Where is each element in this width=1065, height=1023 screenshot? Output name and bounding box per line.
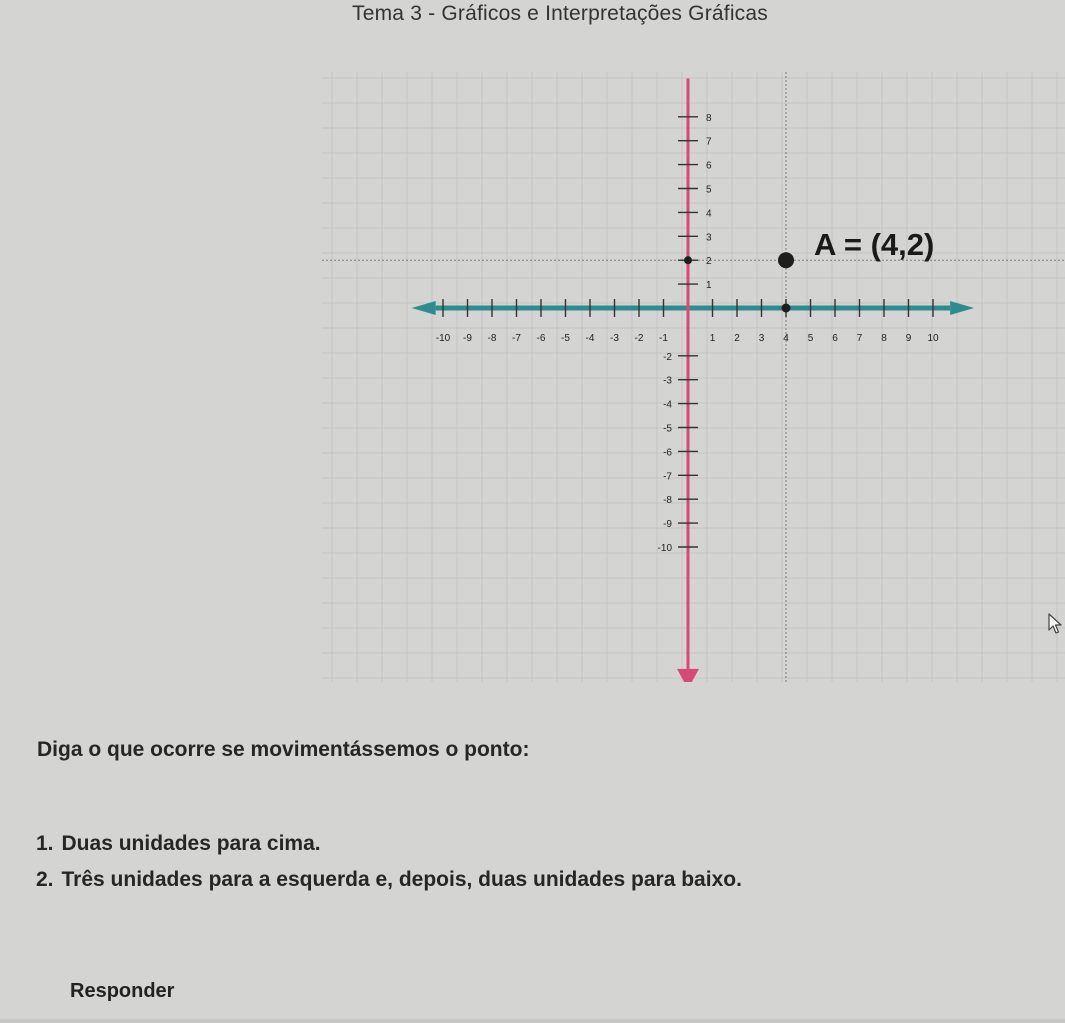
- step-text: Duas unidades para cima.: [61, 832, 321, 855]
- mouse-pointer-icon: [1048, 613, 1064, 640]
- x-tick-label: -5: [561, 333, 570, 344]
- step-number: 2.: [36, 868, 54, 891]
- x-tick-label: 8: [881, 333, 887, 344]
- y-tick-label: -6: [663, 447, 672, 459]
- x-tick-label: 2: [734, 333, 740, 344]
- x-tick-label: -6: [536, 333, 546, 344]
- y-tick-label: -10: [657, 543, 672, 554]
- x-tick-label: 10: [927, 333, 939, 344]
- step-item: [36, 868, 742, 904]
- guide-lines: [322, 72, 1065, 682]
- point-projection-x: [782, 304, 791, 313]
- x-tick-label: -1: [659, 333, 668, 344]
- y-tick-label: 3: [706, 232, 712, 244]
- grid: [322, 72, 1065, 682]
- question-prompt: Diga o que ocorre se movimentássemos o ponto:: [37, 738, 530, 761]
- x-tick-label: 9: [905, 333, 912, 344]
- point-projection-y: [684, 256, 692, 264]
- answer-button[interactable]: Responder: [70, 980, 175, 1002]
- steps-list: [36, 832, 742, 904]
- y-tick-label: -3: [663, 375, 672, 387]
- divider: [0, 1019, 1065, 1023]
- point-marker: [778, 252, 794, 268]
- y-tick-label: -9: [663, 519, 672, 531]
- y-tick-label: 4: [706, 208, 712, 220]
- y-tick-label: -2: [663, 351, 672, 363]
- y-tick-label: -7: [663, 471, 672, 483]
- x-tick-label: -2: [634, 333, 644, 344]
- x-tick-label: 1: [709, 333, 716, 344]
- x-tick-label: 3: [758, 333, 765, 344]
- y-tick-label: 5: [706, 184, 712, 196]
- x-tick-label: 5: [807, 333, 814, 344]
- y-tick-label: 6: [706, 160, 712, 172]
- y-tick-label: -5: [663, 423, 672, 435]
- axes: [412, 79, 975, 682]
- step-item: [36, 832, 742, 868]
- x-tick-label: -4: [585, 333, 595, 344]
- page-title: Tema 3 - Gráficos e Interpretações Gráficas: [352, 2, 768, 25]
- y-tick-label: 7: [706, 136, 712, 148]
- x-tick-label: 4: [783, 333, 789, 344]
- x-tick-label: -8: [487, 333, 497, 344]
- y-tick-label: 1: [706, 280, 712, 292]
- x-tick-label: 6: [832, 333, 838, 344]
- step-number: 1.: [36, 832, 54, 855]
- x-tick-label: -9: [463, 333, 472, 344]
- x-tick-label: -3: [610, 333, 619, 344]
- y-tick-label: -8: [663, 495, 672, 507]
- coordinate-plane: [322, 72, 1065, 682]
- y-tick-label: 2: [706, 256, 712, 268]
- step-text: Três unidades para a esquerda e, depois, duas unidades para baixo.: [61, 868, 742, 891]
- y-tick-label: -4: [663, 399, 672, 411]
- y-tick-label: 8: [706, 112, 712, 124]
- point-label: A = (4,2): [814, 227, 935, 263]
- x-tick-label: 7: [856, 333, 863, 344]
- y-axis-arrow-down: [677, 669, 699, 682]
- x-tick-label: -7: [512, 333, 521, 344]
- x-tick-label: -10: [435, 333, 451, 344]
